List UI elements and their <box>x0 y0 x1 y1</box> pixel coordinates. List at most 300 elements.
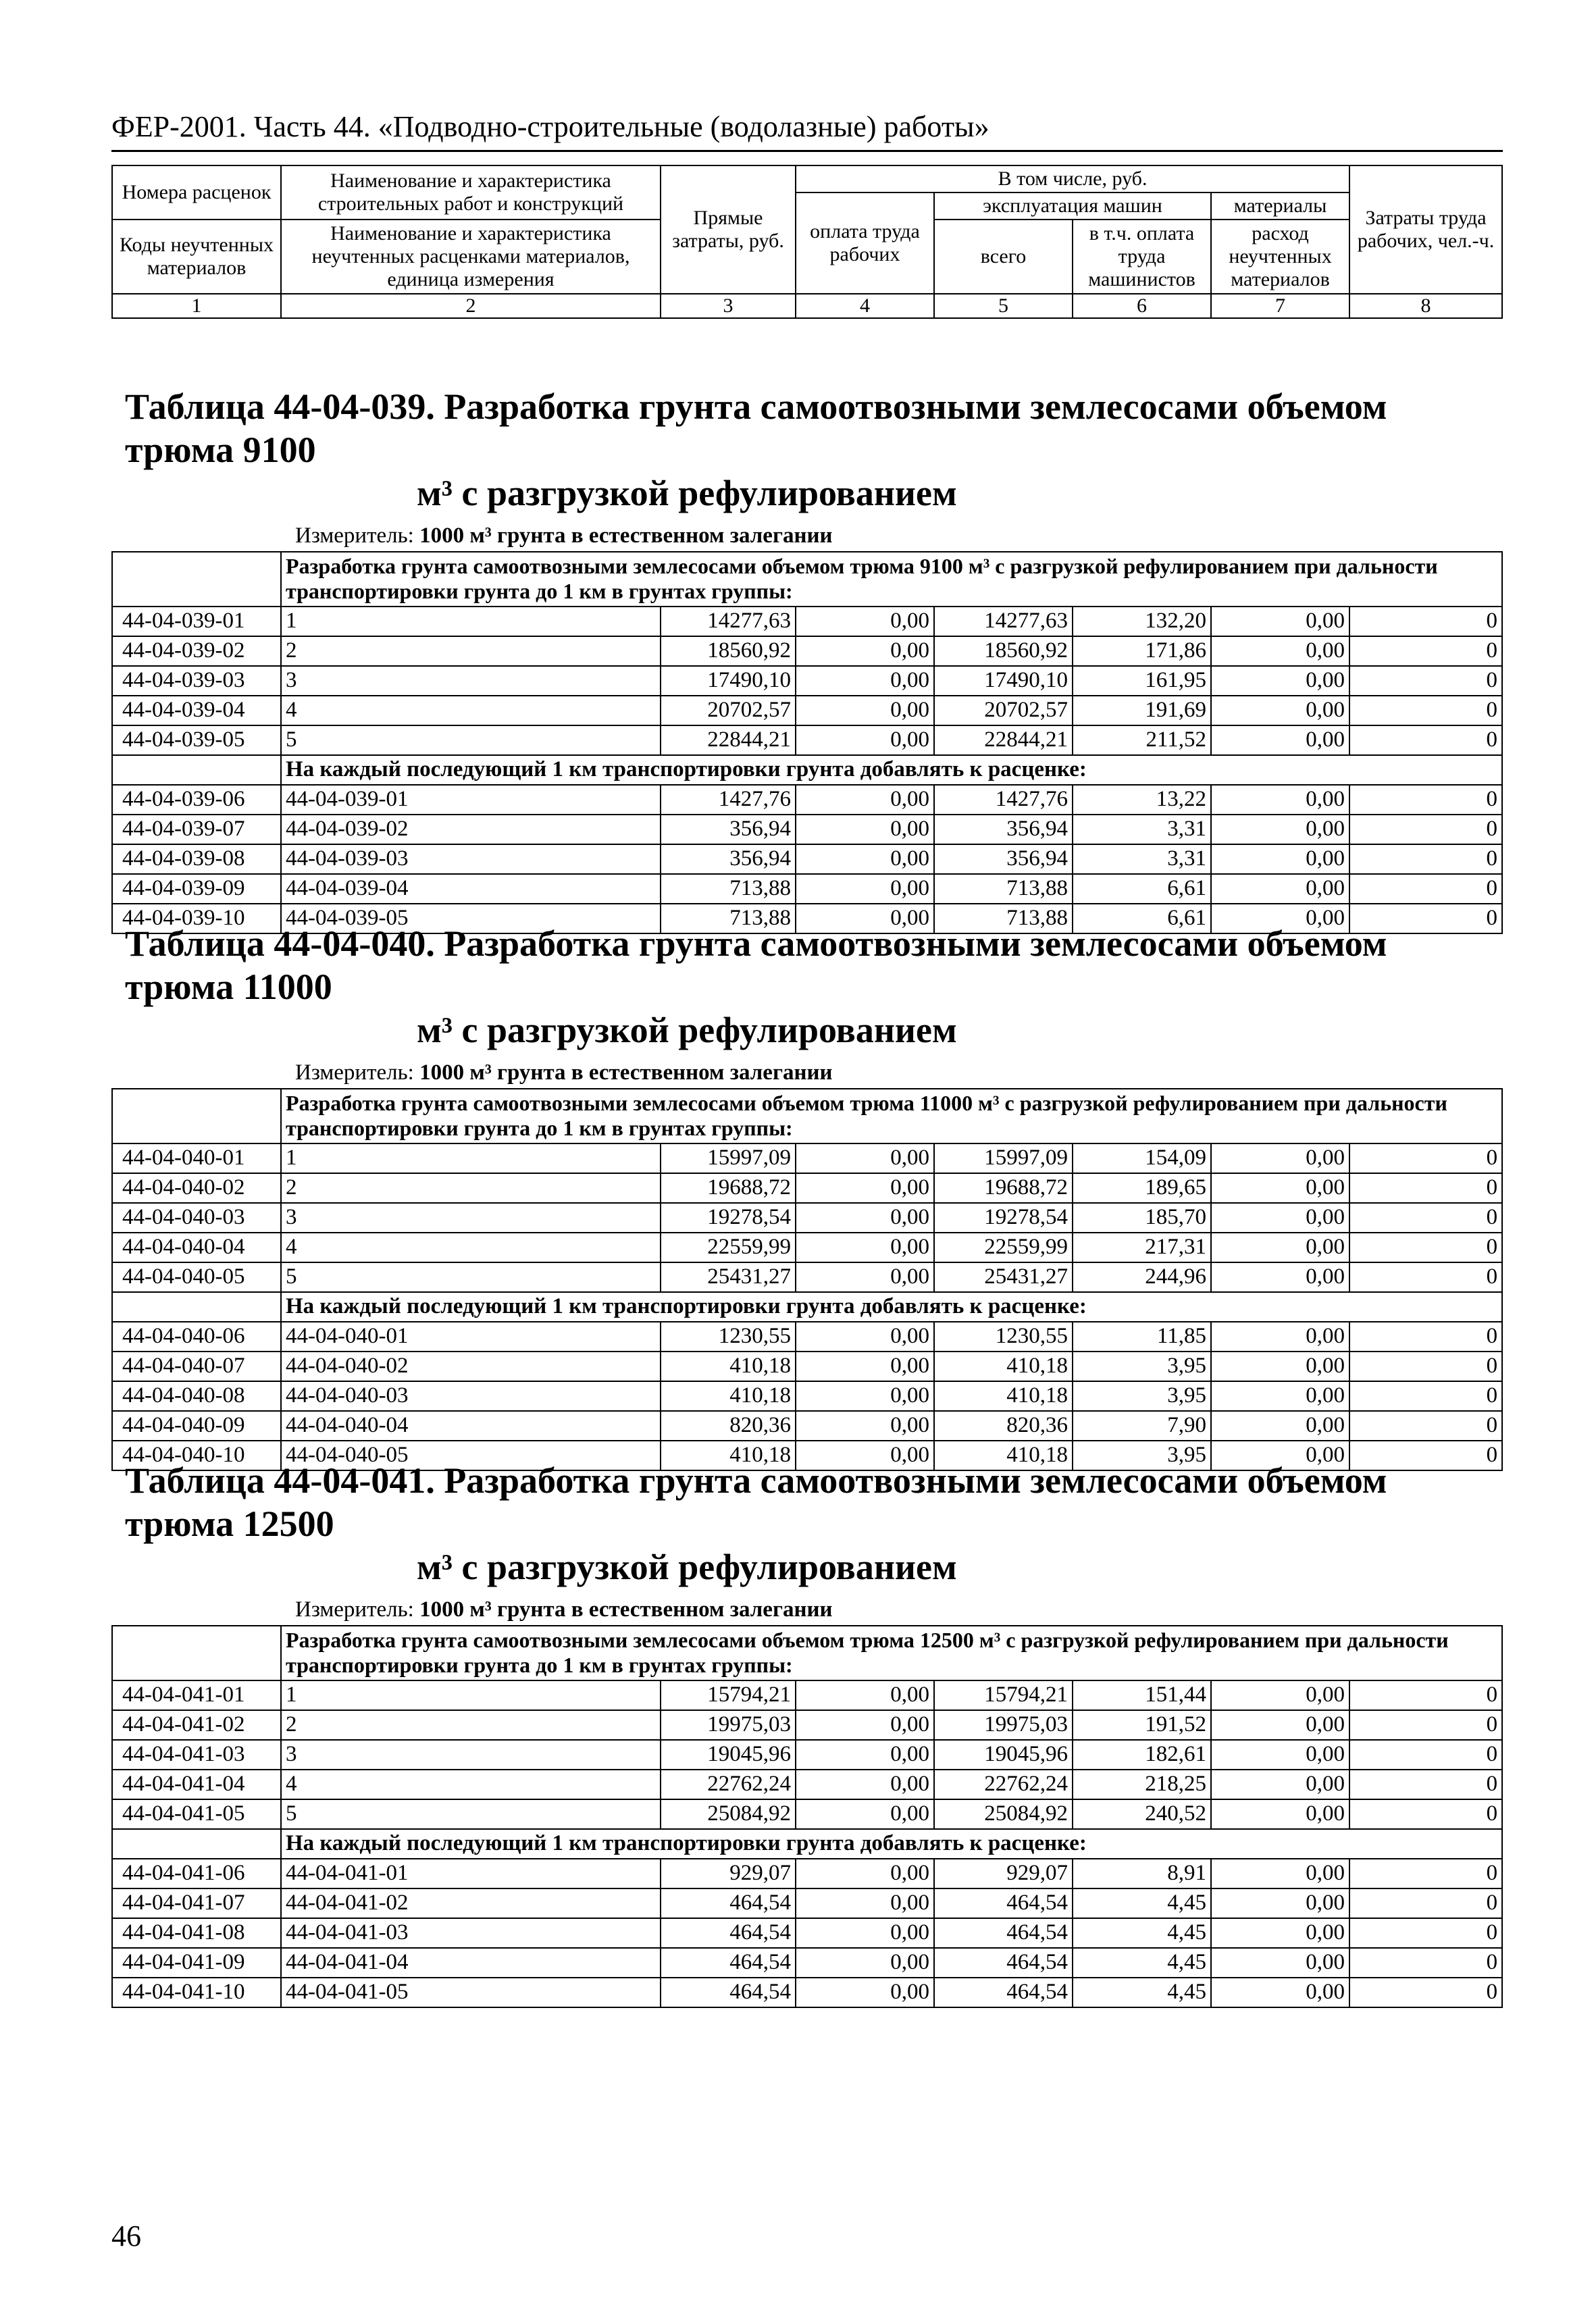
rate-code-cell: 44-04-039-06 <box>112 785 281 815</box>
labor-pay-cell: 0,00 <box>796 1770 934 1799</box>
col-labor-pay: оплата труда рабочих <box>796 192 934 294</box>
table-caption <box>112 552 1502 607</box>
machines-total-cell: 19975,03 <box>934 1710 1073 1740</box>
column-number: 3 <box>661 294 796 318</box>
table-subcaption-text: На каждый последующий 1 км транспортировки грунта добавлять к расценке: <box>281 1292 1502 1322</box>
labor-pay-cell: 0,00 <box>796 1918 934 1948</box>
column-number: 8 <box>1349 294 1502 318</box>
table-row <box>112 1978 1502 2007</box>
labor-hours-cell: 0 <box>1349 1918 1502 1948</box>
table-row <box>112 666 1502 696</box>
col-direct-costs: Прямые затраты, руб. <box>661 165 796 294</box>
rate-name-cell: 3 <box>281 666 661 696</box>
direct-cost-cell: 19045,96 <box>661 1740 796 1770</box>
materials-cell: 0,00 <box>1211 785 1349 815</box>
table-title <box>111 385 1501 515</box>
materials-cell: 0,00 <box>1211 1918 1349 1948</box>
materials-cell: 0,00 <box>1211 1888 1349 1918</box>
direct-cost-cell: 356,94 <box>661 815 796 844</box>
labor-pay-cell: 0,00 <box>796 1411 934 1441</box>
labor-hours-cell: 0 <box>1349 1948 1502 1978</box>
rate-table-section <box>111 1459 1501 2008</box>
col-machines-total: всего <box>934 220 1073 294</box>
materials-cell: 0,00 <box>1211 1770 1349 1799</box>
labor-hours-cell: 0 <box>1349 1322 1502 1352</box>
labor-pay-cell: 0,00 <box>796 1710 934 1740</box>
rate-name-cell: 2 <box>281 1710 661 1740</box>
rate-table-section <box>111 922 1501 1471</box>
rate-code-cell: 44-04-041-09 <box>112 1948 281 1978</box>
materials-cell: 0,00 <box>1211 904 1349 933</box>
rate-code-cell: 44-04-039-08 <box>112 844 281 874</box>
operators-pay-cell: 4,45 <box>1073 1948 1211 1978</box>
table-title-line: Таблица 44-04-040. Разработка грунта самоотвозными землесосами объемом трюма 11000 <box>125 923 1387 1007</box>
rate-code-cell: 44-04-040-07 <box>112 1352 281 1381</box>
machines-total-cell: 22844,21 <box>934 725 1073 755</box>
col-machines-group: эксплуатация машин <box>934 192 1211 220</box>
rate-code-cell: 44-04-040-10 <box>112 1441 281 1470</box>
measurement-label: Измеритель: <box>295 1060 414 1085</box>
rate-code-cell: 44-04-039-09 <box>112 874 281 904</box>
labor-pay-cell: 0,00 <box>796 725 934 755</box>
machines-total-cell: 1427,76 <box>934 785 1073 815</box>
rate-name-cell: 3 <box>281 1203 661 1233</box>
rate-code-cell: 44-04-041-03 <box>112 1740 281 1770</box>
machines-total-cell: 17490,10 <box>934 666 1073 696</box>
materials-cell: 0,00 <box>1211 1143 1349 1173</box>
table-caption <box>112 1626 1502 1680</box>
table-row <box>112 1173 1502 1203</box>
rate-name-cell: 4 <box>281 696 661 725</box>
rate-name-cell: 3 <box>281 1740 661 1770</box>
materials-cell: 0,00 <box>1211 1799 1349 1829</box>
labor-hours-cell: 0 <box>1349 1740 1502 1770</box>
direct-cost-cell: 15997,09 <box>661 1143 796 1173</box>
table-row <box>112 1233 1502 1262</box>
rate-name-cell: 5 <box>281 725 661 755</box>
rate-code-cell: 44-04-040-02 <box>112 1173 281 1203</box>
header-rule <box>111 150 1503 152</box>
materials-cell: 0,00 <box>1211 1233 1349 1262</box>
labor-hours-cell: 0 <box>1349 1381 1502 1411</box>
labor-hours-cell: 0 <box>1349 1978 1502 2007</box>
table-title-line: Таблица 44-04-041. Разработка грунта самоотвозными землесосами объемом трюма 12500 <box>125 1460 1387 1544</box>
labor-hours-cell: 0 <box>1349 1262 1502 1292</box>
table-title <box>111 922 1501 1052</box>
labor-pay-cell: 0,00 <box>796 1143 934 1173</box>
labor-hours-cell: 0 <box>1349 696 1502 725</box>
machines-total-cell: 25431,27 <box>934 1262 1073 1292</box>
labor-pay-cell: 0,00 <box>796 607 934 636</box>
blank-cell <box>112 1292 281 1322</box>
labor-pay-cell: 0,00 <box>796 1859 934 1888</box>
rate-code-cell: 44-04-039-10 <box>112 904 281 933</box>
machines-total-cell: 19278,54 <box>934 1203 1073 1233</box>
col-materials-use: расход неучтенных материалов <box>1211 220 1349 294</box>
machines-total-cell: 15794,21 <box>934 1680 1073 1710</box>
col-codes-bottom: Коды неучтенных материалов <box>112 220 281 294</box>
materials-cell: 0,00 <box>1211 844 1349 874</box>
labor-pay-cell: 0,00 <box>796 1352 934 1381</box>
rate-code-cell: 44-04-039-04 <box>112 696 281 725</box>
rate-code-cell: 44-04-039-01 <box>112 607 281 636</box>
rate-table-section <box>111 385 1501 934</box>
measurement-label: Измеритель: <box>295 523 414 548</box>
operators-pay-cell: 161,95 <box>1073 666 1211 696</box>
rate-code-cell: 44-04-040-01 <box>112 1143 281 1173</box>
labor-hours-cell: 0 <box>1349 815 1502 844</box>
column-number: 4 <box>796 294 934 318</box>
labor-pay-cell: 0,00 <box>796 874 934 904</box>
labor-pay-cell: 0,00 <box>796 1173 934 1203</box>
blank-cell <box>112 1089 281 1143</box>
operators-pay-cell: 132,20 <box>1073 607 1211 636</box>
table-row <box>112 725 1502 755</box>
table-row <box>112 1799 1502 1829</box>
rate-code-cell: 44-04-039-02 <box>112 636 281 666</box>
column-header-table <box>111 165 1503 319</box>
column-number: 6 <box>1073 294 1211 318</box>
rate-name-cell: 44-04-039-03 <box>281 844 661 874</box>
labor-pay-cell: 0,00 <box>796 785 934 815</box>
table-row <box>112 1888 1502 1918</box>
materials-cell: 0,00 <box>1211 1680 1349 1710</box>
rate-name-cell: 44-04-039-04 <box>281 874 661 904</box>
machines-total-cell: 410,18 <box>934 1441 1073 1470</box>
table-title-line: м³ с разгрузкой рефулированием <box>417 1010 957 1050</box>
table-subcaption <box>112 1829 1502 1859</box>
table-caption-text: Разработка грунта самоотвозными землесосами объемом трюма 12500 м³ с разгрузкой рефулированием при дальности транспортировки грунта до 1 км в грунтах группы: <box>281 1626 1502 1680</box>
operators-pay-cell: 3,95 <box>1073 1441 1211 1470</box>
table-row <box>112 815 1502 844</box>
labor-pay-cell: 0,00 <box>796 815 934 844</box>
direct-cost-cell: 356,94 <box>661 844 796 874</box>
labor-pay-cell: 0,00 <box>796 1948 934 1978</box>
machines-total-cell: 464,54 <box>934 1918 1073 1948</box>
table-caption-text: Разработка грунта самоотвозными землесосами объемом трюма 11000 м³ с разгрузкой рефулированием при дальности транспортировки грунта до 1 км в грунтах группы: <box>281 1089 1502 1143</box>
direct-cost-cell: 19278,54 <box>661 1203 796 1233</box>
operators-pay-cell: 244,96 <box>1073 1262 1211 1292</box>
labor-pay-cell: 0,00 <box>796 1262 934 1292</box>
rates-table <box>111 1625 1503 2008</box>
table-row <box>112 1710 1502 1740</box>
measurement-unit <box>111 521 1501 550</box>
table-title <box>111 1459 1501 1589</box>
machines-total-cell: 19688,72 <box>934 1173 1073 1203</box>
operators-pay-cell: 182,61 <box>1073 1740 1211 1770</box>
rate-code-cell: 44-04-040-06 <box>112 1322 281 1352</box>
operators-pay-cell: 151,44 <box>1073 1680 1211 1710</box>
col-name-bottom: Наименование и характеристика неучтенных расценками материалов, единица измерения <box>281 220 661 294</box>
materials-cell: 0,00 <box>1211 1441 1349 1470</box>
operators-pay-cell: 171,86 <box>1073 636 1211 666</box>
col-name-top: Наименование и характеристика строительных работ и конструкций <box>281 165 661 220</box>
direct-cost-cell: 15794,21 <box>661 1680 796 1710</box>
materials-cell: 0,00 <box>1211 1381 1349 1411</box>
measurement-unit <box>111 1058 1501 1087</box>
direct-cost-cell: 410,18 <box>661 1381 796 1411</box>
table-row <box>112 1322 1502 1352</box>
rate-code-cell: 44-04-041-06 <box>112 1859 281 1888</box>
machines-total-cell: 464,54 <box>934 1888 1073 1918</box>
labor-hours-cell: 0 <box>1349 1143 1502 1173</box>
direct-cost-cell: 464,54 <box>661 1888 796 1918</box>
direct-cost-cell: 14277,63 <box>661 607 796 636</box>
materials-cell: 0,00 <box>1211 874 1349 904</box>
table-row <box>112 1381 1502 1411</box>
labor-pay-cell: 0,00 <box>796 1203 934 1233</box>
operators-pay-cell: 185,70 <box>1073 1203 1211 1233</box>
rate-code-cell: 44-04-041-08 <box>112 1918 281 1948</box>
measurement-unit <box>111 1595 1501 1624</box>
table-row <box>112 1411 1502 1441</box>
table-row <box>112 607 1502 636</box>
machines-total-cell: 820,36 <box>934 1411 1073 1441</box>
table-caption <box>112 1089 1502 1143</box>
machines-total-cell: 22559,99 <box>934 1233 1073 1262</box>
operators-pay-cell: 6,61 <box>1073 874 1211 904</box>
direct-cost-cell: 19975,03 <box>661 1710 796 1740</box>
materials-cell: 0,00 <box>1211 607 1349 636</box>
table-title-line: м³ с разгрузкой рефулированием <box>417 473 957 513</box>
operators-pay-cell: 189,65 <box>1073 1173 1211 1203</box>
labor-hours-cell: 0 <box>1349 1888 1502 1918</box>
rate-name-cell: 44-04-041-05 <box>281 1978 661 2007</box>
operators-pay-cell: 211,52 <box>1073 725 1211 755</box>
rate-name-cell: 44-04-039-02 <box>281 815 661 844</box>
rate-name-cell: 1 <box>281 607 661 636</box>
rate-code-cell: 44-04-041-04 <box>112 1770 281 1799</box>
rate-code-cell: 44-04-041-10 <box>112 1978 281 2007</box>
page-number: 46 <box>111 2219 141 2253</box>
table-row <box>112 874 1502 904</box>
rate-name-cell: 2 <box>281 1173 661 1203</box>
labor-pay-cell: 0,00 <box>796 844 934 874</box>
column-number: 5 <box>934 294 1073 318</box>
materials-cell: 0,00 <box>1211 1710 1349 1740</box>
labor-pay-cell: 0,00 <box>796 696 934 725</box>
rate-name-cell: 5 <box>281 1799 661 1829</box>
table-subcaption-text: На каждый последующий 1 км транспортировки грунта добавлять к расценке: <box>281 1829 1502 1859</box>
labor-pay-cell: 0,00 <box>796 1233 934 1262</box>
operators-pay-cell: 218,25 <box>1073 1770 1211 1799</box>
materials-cell: 0,00 <box>1211 1740 1349 1770</box>
table-row <box>112 785 1502 815</box>
direct-cost-cell: 22762,24 <box>661 1770 796 1799</box>
direct-cost-cell: 22559,99 <box>661 1233 796 1262</box>
operators-pay-cell: 8,91 <box>1073 1859 1211 1888</box>
rate-name-cell: 44-04-040-02 <box>281 1352 661 1381</box>
operators-pay-cell: 11,85 <box>1073 1322 1211 1352</box>
column-number: 1 <box>112 294 281 318</box>
col-materials-group: материалы <box>1211 192 1349 220</box>
labor-pay-cell: 0,00 <box>796 666 934 696</box>
direct-cost-cell: 18560,92 <box>661 636 796 666</box>
table-row <box>112 1143 1502 1173</box>
rate-name-cell: 5 <box>281 1262 661 1292</box>
labor-hours-cell: 0 <box>1349 1859 1502 1888</box>
table-row <box>112 1859 1502 1888</box>
labor-hours-cell: 0 <box>1349 785 1502 815</box>
materials-cell: 0,00 <box>1211 1262 1349 1292</box>
rate-name-cell: 1 <box>281 1680 661 1710</box>
operators-pay-cell: 3,95 <box>1073 1381 1211 1411</box>
rate-name-cell: 44-04-041-02 <box>281 1888 661 1918</box>
materials-cell: 0,00 <box>1211 1978 1349 2007</box>
table-row <box>112 636 1502 666</box>
operators-pay-cell: 4,45 <box>1073 1978 1211 2007</box>
column-number: 7 <box>1211 294 1349 318</box>
rate-name-cell: 44-04-041-01 <box>281 1859 661 1888</box>
machines-total-cell: 464,54 <box>934 1948 1073 1978</box>
labor-hours-cell: 0 <box>1349 844 1502 874</box>
labor-pay-cell: 0,00 <box>796 1888 934 1918</box>
labor-hours-cell: 0 <box>1349 636 1502 666</box>
table-title-line: м³ с разгрузкой рефулированием <box>417 1547 957 1587</box>
machines-total-cell: 14277,63 <box>934 607 1073 636</box>
rates-table <box>111 1088 1503 1471</box>
table-caption-text: Разработка грунта самоотвозными землесосами объемом трюма 9100 м³ с разгрузкой рефулированием при дальности транспортировки грунта до 1 км в грунтах группы: <box>281 552 1502 607</box>
table-row <box>112 1680 1502 1710</box>
materials-cell: 0,00 <box>1211 1322 1349 1352</box>
labor-hours-cell: 0 <box>1349 1710 1502 1740</box>
direct-cost-cell: 464,54 <box>661 1978 796 2007</box>
operators-pay-cell: 13,22 <box>1073 785 1211 815</box>
labor-pay-cell: 0,00 <box>796 1978 934 2007</box>
table-row <box>112 1262 1502 1292</box>
table-row <box>112 1352 1502 1381</box>
labor-pay-cell: 0,00 <box>796 904 934 933</box>
labor-pay-cell: 0,00 <box>796 1740 934 1770</box>
labor-hours-cell: 0 <box>1349 607 1502 636</box>
rate-code-cell: 44-04-039-03 <box>112 666 281 696</box>
operators-pay-cell: 3,95 <box>1073 1352 1211 1381</box>
rate-name-cell: 44-04-040-05 <box>281 1441 661 1470</box>
machines-total-cell: 713,88 <box>934 904 1073 933</box>
labor-hours-cell: 0 <box>1349 1173 1502 1203</box>
direct-cost-cell: 19688,72 <box>661 1173 796 1203</box>
rate-code-cell: 44-04-041-05 <box>112 1799 281 1829</box>
table-title-line: Таблица 44-04-039. Разработка грунта самоотвозными землесосами объемом трюма 9100 <box>125 386 1387 470</box>
materials-cell: 0,00 <box>1211 666 1349 696</box>
rate-name-cell: 44-04-040-01 <box>281 1322 661 1352</box>
rate-code-cell: 44-04-040-08 <box>112 1381 281 1411</box>
direct-cost-cell: 25431,27 <box>661 1262 796 1292</box>
table-row <box>112 1918 1502 1948</box>
materials-cell: 0,00 <box>1211 636 1349 666</box>
rate-name-cell: 1 <box>281 1143 661 1173</box>
direct-cost-cell: 929,07 <box>661 1859 796 1888</box>
rate-code-cell: 44-04-039-05 <box>112 725 281 755</box>
operators-pay-cell: 3,31 <box>1073 815 1211 844</box>
machines-total-cell: 929,07 <box>934 1859 1073 1888</box>
table-row <box>112 1770 1502 1799</box>
machines-total-cell: 1230,55 <box>934 1322 1073 1352</box>
operators-pay-cell: 240,52 <box>1073 1799 1211 1829</box>
table-row <box>112 1203 1502 1233</box>
operators-pay-cell: 6,61 <box>1073 904 1211 933</box>
col-codes-top: Номера расценок <box>112 165 281 220</box>
table-subcaption <box>112 1292 1502 1322</box>
materials-cell: 0,00 <box>1211 1173 1349 1203</box>
labor-pay-cell: 0,00 <box>796 1799 934 1829</box>
labor-hours-cell: 0 <box>1349 1770 1502 1799</box>
labor-hours-cell: 0 <box>1349 1799 1502 1829</box>
labor-hours-cell: 0 <box>1349 1680 1502 1710</box>
machines-total-cell: 19045,96 <box>934 1740 1073 1770</box>
machines-total-cell: 410,18 <box>934 1381 1073 1411</box>
direct-cost-cell: 410,18 <box>661 1441 796 1470</box>
blank-cell <box>112 552 281 607</box>
col-incl-group: В том числе, руб. <box>796 165 1349 192</box>
machines-total-cell: 356,94 <box>934 815 1073 844</box>
running-header: ФЕР-2001. Часть 44. «Подводно-строительные (водолазные) работы» <box>111 110 989 143</box>
machines-total-cell: 25084,92 <box>934 1799 1073 1829</box>
labor-hours-cell: 0 <box>1349 1203 1502 1233</box>
direct-cost-cell: 464,54 <box>661 1918 796 1948</box>
direct-cost-cell: 17490,10 <box>661 666 796 696</box>
materials-cell: 0,00 <box>1211 815 1349 844</box>
materials-cell: 0,00 <box>1211 725 1349 755</box>
direct-cost-cell: 1427,76 <box>661 785 796 815</box>
operators-pay-cell: 4,45 <box>1073 1918 1211 1948</box>
rate-name-cell: 44-04-041-04 <box>281 1948 661 1978</box>
blank-cell <box>112 755 281 785</box>
rate-name-cell: 4 <box>281 1770 661 1799</box>
table-subcaption <box>112 755 1502 785</box>
labor-hours-cell: 0 <box>1349 1352 1502 1381</box>
table-row <box>112 1948 1502 1978</box>
measurement-value: 1000 м³ грунта в естественном залегании <box>419 1060 833 1085</box>
table-row <box>112 844 1502 874</box>
machines-total-cell: 18560,92 <box>934 636 1073 666</box>
operators-pay-cell: 191,69 <box>1073 696 1211 725</box>
materials-cell: 0,00 <box>1211 1859 1349 1888</box>
col-labor-hours: Затраты труда рабочих, чел.-ч. <box>1349 165 1502 294</box>
machines-total-cell: 713,88 <box>934 874 1073 904</box>
rate-code-cell: 44-04-041-07 <box>112 1888 281 1918</box>
rate-code-cell: 44-04-040-04 <box>112 1233 281 1262</box>
materials-cell: 0,00 <box>1211 1411 1349 1441</box>
labor-hours-cell: 0 <box>1349 1441 1502 1470</box>
labor-pay-cell: 0,00 <box>796 1381 934 1411</box>
measurement-value: 1000 м³ грунта в естественном залегании <box>419 523 833 548</box>
operators-pay-cell: 154,09 <box>1073 1143 1211 1173</box>
rate-name-cell: 44-04-039-01 <box>281 785 661 815</box>
materials-cell: 0,00 <box>1211 1948 1349 1978</box>
column-number: 2 <box>281 294 661 318</box>
direct-cost-cell: 713,88 <box>661 904 796 933</box>
table-row <box>112 696 1502 725</box>
rate-code-cell: 44-04-040-09 <box>112 1411 281 1441</box>
rate-code-cell: 44-04-040-05 <box>112 1262 281 1292</box>
materials-cell: 0,00 <box>1211 1203 1349 1233</box>
direct-cost-cell: 410,18 <box>661 1352 796 1381</box>
rates-table <box>111 551 1503 934</box>
labor-hours-cell: 0 <box>1349 1233 1502 1262</box>
measurement-value: 1000 м³ грунта в естественном залегании <box>419 1597 833 1622</box>
blank-cell <box>112 1829 281 1859</box>
operators-pay-cell: 217,31 <box>1073 1233 1211 1262</box>
blank-cell <box>112 1626 281 1680</box>
labor-hours-cell: 0 <box>1349 666 1502 696</box>
column-number-row <box>112 294 1502 318</box>
labor-hours-cell: 0 <box>1349 725 1502 755</box>
rate-name-cell: 44-04-040-04 <box>281 1411 661 1441</box>
labor-pay-cell: 0,00 <box>796 1680 934 1710</box>
rate-code-cell: 44-04-041-01 <box>112 1680 281 1710</box>
operators-pay-cell: 191,52 <box>1073 1710 1211 1740</box>
